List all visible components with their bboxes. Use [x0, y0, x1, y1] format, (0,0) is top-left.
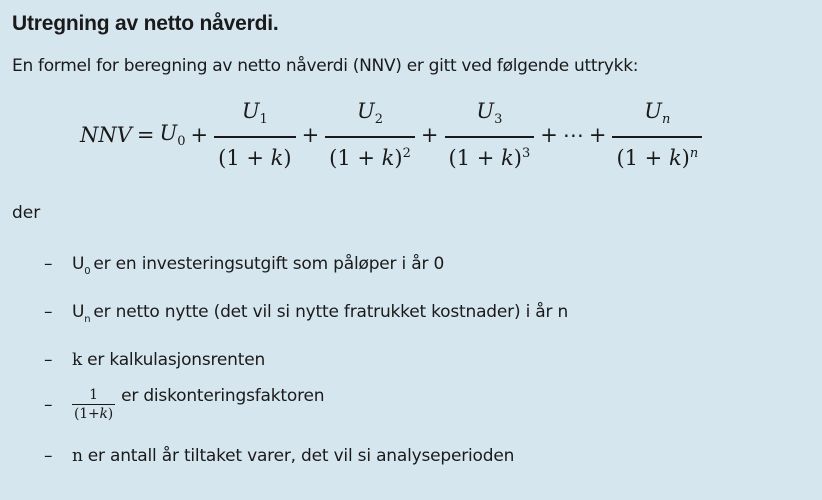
page-title: Utregning av netto nåverdi.: [12, 12, 279, 35]
formula-term-3: $\frac{U_3}{(1 + k)^3}$: [445, 98, 535, 171]
formula-equals: =: [136, 123, 155, 147]
symbol-k: k: [72, 350, 83, 370]
formula-plus: +: [420, 123, 439, 147]
formula-plus: +: [540, 123, 558, 147]
bullet-dash: –: [44, 446, 53, 466]
bullet-dash: –: [44, 394, 53, 415]
discount-fraction: $\frac{1}{(1+k)}$: [74, 387, 114, 422]
list-item: [44, 302, 569, 325]
list-item: [44, 254, 445, 277]
intro-text: En formel for beregning av netto nåverdi (NNV) er gitt ved følgende uttrykk:: [12, 56, 639, 76]
bullet-dash: –: [44, 350, 53, 370]
formula-term-1: $\frac{U_1}{(1 + k)}$: [214, 98, 295, 171]
symbol-un: $U_n$: [72, 302, 91, 325]
symbol-n: n: [72, 446, 83, 466]
formula-lhs: NNV: [80, 123, 132, 147]
list-item: [44, 446, 514, 466]
formula-u0: $U_0$: [159, 120, 186, 150]
list-item: [44, 350, 265, 370]
bullet-text: er diskonteringsfaktoren: [121, 385, 325, 406]
bullet-text: er antall år tiltaket varer, det vil si analyseperioden: [87, 446, 515, 466]
formula-ellipsis: ⋯: [562, 123, 584, 147]
bullet-dash: –: [44, 302, 53, 322]
symbol-u0: $U_0$: [72, 254, 91, 277]
formula-plus: +: [190, 123, 209, 147]
bullet-text: er en investeringsutgift som påløper i år 0: [93, 254, 445, 274]
formula-plus: +: [301, 123, 320, 147]
npv-formula: [80, 98, 703, 172]
bullet-text: er netto nytte (det vil si nytte fratrukket kostnader) i år n: [93, 302, 569, 322]
formula-term-2: $\frac{U_2}{(1 + k)^2}$: [325, 98, 415, 171]
list-item: [44, 386, 324, 423]
formula-plus: +: [588, 123, 607, 147]
bullet-text: er kalkulasjonsrenten: [87, 350, 266, 370]
formula-term-n: $\frac{U_n}{(1 + k)^n}$: [612, 98, 702, 171]
der-label: der: [12, 203, 41, 223]
bullet-dash: –: [44, 254, 53, 274]
